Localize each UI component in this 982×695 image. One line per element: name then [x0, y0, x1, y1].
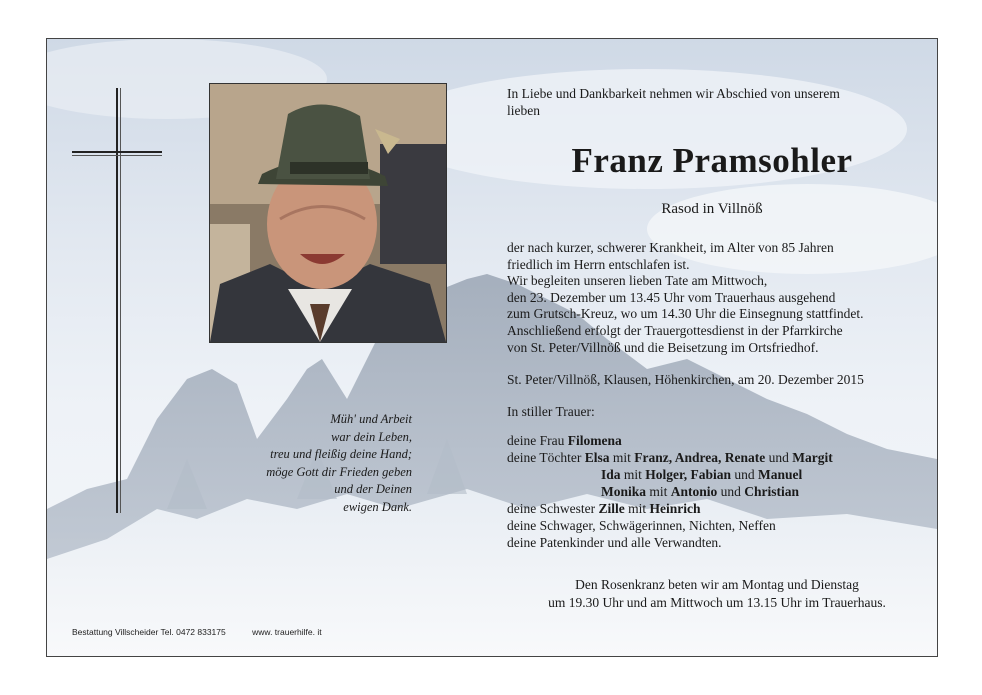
mourner-line-godchildren: deine Patenkinder und alle Verwandten. — [507, 535, 722, 550]
mourner-text: und — [765, 450, 793, 465]
mourner-line-daughters — [507, 449, 833, 466]
deceased-place: Rasod in Villnöß — [661, 201, 763, 217]
mourner-text: mit — [620, 467, 646, 482]
cross-horizontal-line — [72, 155, 162, 156]
place-date-line: St. Peter/Villnöß, Klausen, Höhenkirchen, am 20. Dezember 2015 — [507, 372, 864, 387]
mourner-name: Franz, Andrea, Renate — [634, 450, 766, 465]
announcement-line: Wir begleiten unseren lieben Tate am Mittwoch, — [507, 273, 768, 289]
announcement-line: von St. Peter/Villnöß und die Beisetzung im Ortsfriedhof. — [507, 339, 819, 355]
mourner-name: Heinrich — [649, 501, 701, 516]
mourner-text: deine Töchter — [507, 450, 585, 465]
mourner-name: Margit — [792, 450, 833, 465]
mourner-name: Manuel — [758, 467, 803, 482]
mourners-list — [507, 432, 833, 551]
intro-text — [507, 85, 927, 119]
verse-line: Müh' und Arbeit — [330, 412, 412, 426]
verse-line: und der Deinen — [334, 482, 412, 496]
announcement-line: der nach kurzer, schwerer Krankheit, im Alter von 85 Jahren — [507, 240, 834, 255]
announcement-text — [507, 240, 937, 356]
obituary-card — [46, 38, 938, 657]
mourner-text: mit — [624, 501, 650, 516]
website-link[interactable]: www. trauerhilfe. it — [252, 627, 322, 637]
announcement-line: zum Grutsch-Kreuz, wo um 14.30 Uhr die Einsegnung stattfindet. — [507, 306, 864, 322]
funeral-home-contact: Bestattung Villscheider Tel. 0472 833175 — [72, 627, 226, 637]
mourner-text: und — [717, 484, 745, 499]
mourner-line-ida — [507, 466, 833, 483]
mourner-name: Christian — [744, 484, 800, 499]
mourner-line-wife — [507, 432, 833, 449]
mourners-heading: In stiller Trauer: — [507, 404, 595, 419]
mourner-text: mit — [646, 484, 671, 499]
cross-horizontal — [72, 151, 162, 153]
mourner-text: deine Frau — [507, 433, 568, 448]
rosary-notice — [507, 576, 927, 612]
mourner-name: Zille — [598, 501, 625, 516]
memorial-verse — [227, 411, 412, 516]
footer — [72, 627, 346, 637]
mourner-name: Ida — [601, 467, 621, 482]
rosary-line: um 19.30 Uhr und am Mittwoch um 13.15 Uhr im Trauerhaus. — [548, 595, 886, 610]
mourner-text: und — [731, 467, 759, 482]
announcement-line: den 23. Dezember um 13.45 Uhr vom Trauerhaus ausgehend — [507, 289, 836, 305]
mourner-line-monika — [507, 483, 833, 500]
mourner-name: Elsa — [584, 450, 610, 465]
verse-line: war dein Leben, — [331, 429, 412, 444]
intro-line: In Liebe und Dankbarkeit nehmen wir Abschied von unserem — [507, 86, 840, 101]
mourner-name: Filomena — [567, 433, 622, 448]
mourner-name: Holger, Fabian — [645, 467, 732, 482]
verse-line: möge Gott dir Frieden geben — [266, 464, 412, 479]
verse-line: ewigen Dank. — [343, 499, 412, 514]
portrait-photo — [209, 83, 447, 343]
intro-line: lieben — [507, 103, 540, 118]
deceased-name: Franz Pramsohler — [571, 141, 853, 180]
rosary-line: Den Rosenkranz beten wir am Montag und Dienstag — [575, 577, 859, 592]
announcement-line: friedlich im Herrn entschlafen ist. — [507, 256, 690, 272]
mourner-line-sister — [507, 500, 833, 517]
verse-line: treu und fleißig deine Hand; — [270, 447, 412, 461]
mourner-text: mit — [609, 450, 635, 465]
mourner-name: Antonio — [670, 484, 718, 499]
mourner-line-relatives: deine Schwager, Schwägerinnen, Nichten, Neffen — [507, 518, 776, 533]
mourner-text: deine Schwester — [507, 501, 599, 516]
mourner-name: Monika — [601, 484, 647, 499]
announcement-line: Anschließend erfolgt der Trauergottesdienst in der Pfarrkirche — [507, 322, 843, 338]
